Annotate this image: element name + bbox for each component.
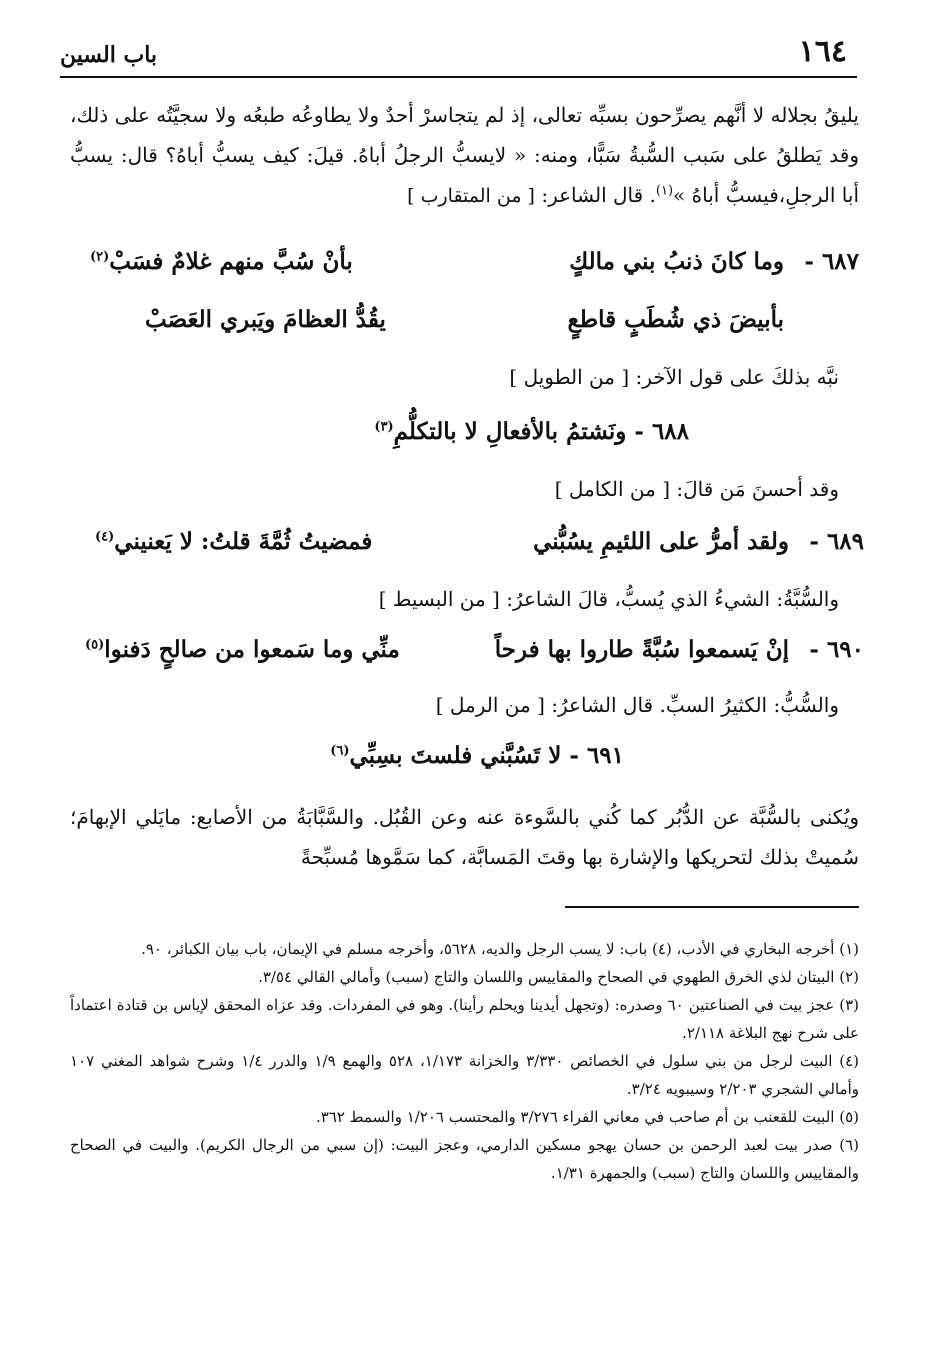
footnote-5 bbox=[70, 1103, 859, 1131]
footnote-text: عجز بيت في الصناعتين ٦٠ وصدره: (وتجهل أيدينا ويحلم رأينا). وهو في المفردات. وقد عزاه المحقق لإياس بن قتادة اعتماداً على شرح نهج البلاغة ٢/١١٨. bbox=[70, 996, 859, 1042]
text-line-3 bbox=[90, 587, 839, 611]
footnote-ref-3[interactable]: (٣) bbox=[374, 419, 394, 435]
footnote-text: صدر بيت لعبد الرحمن بن حسان يهجو مسكين الدارمي، وعجز البيت: (إن سبي من الرجال الكريم). والبيت في الصحاح والمقاييس واللسان والتاج (سبب) والجمهرة ١/٣١. bbox=[70, 1136, 859, 1182]
footnote-text: أخرجه البخاري في الأدب، (٤) باب: لا يسب الرجل والديه، ٥٦٢٨، وأخرجه مسلم في الإيمان، باب بيان الكبائر، ٩٠. bbox=[141, 940, 835, 958]
footnote-ref-2[interactable]: (٢) bbox=[90, 249, 110, 265]
meter-ramal: [ من الرمل ] bbox=[435, 693, 545, 717]
verse-number: ٦٩١ - bbox=[569, 742, 624, 769]
verse-first-hemistich: إنْ يَسمعوا سُبَّةً طاروا بها فرحاً bbox=[494, 636, 789, 663]
verse-text: ونَشتمُ بالأفعالِ لا بالتكلُّمِ bbox=[393, 418, 627, 445]
footnote-ref-5[interactable]: (٥) bbox=[85, 637, 105, 653]
footnote-1 bbox=[70, 935, 859, 963]
meter-basit: [ من البسيط ] bbox=[378, 587, 500, 611]
verse-second-hemistich bbox=[85, 636, 400, 663]
verse-line bbox=[330, 742, 624, 769]
page-number: ١٦٤ bbox=[798, 34, 847, 69]
paragraph-final: ويُكنى بالسُّبَّة عن الدُّبُر كما كُني بالسَّوءة عنه وعن القُبُل. والسَّبَّابَةُ من الأصابع: مايَلي الإبهامَ؛ سُميتْ بذلك لتحريكها والإشارة بها وقتَ المَسابَّة، كما سَمَّوها مُسبِّحةً bbox=[70, 805, 859, 869]
verse-number: ٦٩٠ - bbox=[809, 636, 864, 663]
footnotes bbox=[70, 935, 859, 1187]
chapter-title: باب السين bbox=[60, 42, 158, 68]
footnote-number: (٤) bbox=[839, 1052, 859, 1070]
footnote-text: البيتان لذي الخرق الطهوي في الصحاح والمقاييس واللسان والتاج (سبب) وأمالي القالي ٣/٥٤. bbox=[258, 968, 835, 986]
verse-687 bbox=[90, 248, 859, 292]
meter-tawil: [ من الطويل ] bbox=[509, 365, 630, 389]
footnote-3 bbox=[70, 991, 859, 1047]
verse-second-hemistich-text: فمضيتُ ثُمَّةَ قلتُ: لا يَعنيني bbox=[114, 528, 373, 555]
paragraph-1 bbox=[70, 95, 859, 235]
footnote-6 bbox=[70, 1131, 859, 1187]
verse-first-hemistich: وما كانَ ذنبُ بني مالكٍ bbox=[569, 248, 784, 275]
line-text: والسُّبَّةُ: الشيءُ الذي يُسبُّ، قالَ الشاعرُ: bbox=[499, 587, 839, 611]
verse-line bbox=[374, 418, 689, 445]
footnote-number: (٥) bbox=[839, 1108, 859, 1126]
footnote-number: (٢) bbox=[839, 968, 859, 986]
meter-kamil: [ من الكامل ] bbox=[554, 477, 670, 501]
text-line-1 bbox=[90, 365, 839, 389]
verse-second-hemistich bbox=[90, 248, 353, 275]
verse-text: لا تَسُبَّني فلستَ بسِبِّي bbox=[349, 742, 562, 769]
verse-691 bbox=[90, 742, 859, 786]
line-text: وقد أحسنَ مَن قالَ: bbox=[670, 477, 839, 501]
footnote-number: (٣) bbox=[839, 996, 859, 1014]
verse-number: ٦٨٧ - bbox=[804, 248, 859, 275]
footnote-2 bbox=[70, 963, 859, 991]
verse-second-hemistich-text: بأنْ سُبَّ منهم غلامٌ فسَبْ bbox=[109, 248, 353, 275]
verse-687-continuation bbox=[90, 306, 859, 350]
verse-690 bbox=[85, 636, 864, 680]
line-text: نبَّه بذلكَ على قول الآخر: bbox=[629, 365, 839, 389]
verse-first-hemistich: ولقد أمرُّ على اللئيمِ يسُبُّني bbox=[533, 528, 789, 555]
footnote-number: (٦) bbox=[839, 1136, 859, 1154]
verse-number: ٦٨٨ - bbox=[634, 418, 689, 445]
footnote-ref-4[interactable]: (٤) bbox=[95, 529, 115, 545]
footnote-text: البيت لرجل من بني سلول في الخصائص ٣/٣٣٠ والخزانة ١/١٧٣، ٥٢٨ والهمع ١/٩ والدرر ١/٤ وشرح شواهد المغني ١٠٧ وأمالي الشجري ٢/٢٠٣ وسيبويه ٣/٢٤. bbox=[70, 1052, 859, 1098]
verse-689 bbox=[95, 528, 864, 572]
verse-second-hemistich-text: منِّي وما سَمعوا من صالحٍ دَفنوا bbox=[104, 636, 400, 663]
text-line-4 bbox=[90, 693, 839, 717]
verse-second-hemistich: يقُدُّ العظامَ ويَبري العَصَبْ bbox=[145, 306, 386, 333]
header-rule bbox=[60, 76, 857, 78]
footnote-text: البيت للقعنب بن أم صاحب في معاني الفراء ٣/٢٧٦ والمحتسب ١/٢٠٦ والسمط ٣٦٢. bbox=[315, 1108, 835, 1126]
verse-688 bbox=[90, 418, 859, 462]
footnote-number: (١) bbox=[839, 940, 859, 958]
footnote-separator bbox=[565, 906, 859, 908]
line-text: والسُّبُّ: الكثيرُ السبِّ. قال الشاعرُ: bbox=[544, 693, 839, 717]
verse-second-hemistich bbox=[95, 528, 372, 555]
footnote-ref-6[interactable]: (٦) bbox=[330, 743, 350, 759]
text-line-2 bbox=[90, 477, 839, 501]
meter-mutaqarib: [ من المتقارب ] bbox=[407, 185, 535, 207]
page-header bbox=[60, 30, 857, 78]
verse-number: ٦٨٩ - bbox=[809, 528, 864, 555]
verse-first-hemistich: بأبيضَ ذي شُطَبٍ قاطعٍ bbox=[567, 306, 784, 333]
paragraph-1-text: يليقُ بجلاله لا أنَّهم يصرِّحون بسبِّه تعالى، إذ لم يتجاسرْ أحدٌ ولا يطاوعُه طبعُه ولا سجيَّتُه على ذلك، وقد يَطلقُ على سَبب السُّبةُ سَبًّا، ومنه: « لايسبُّ الرجلُ أباهُ. قيلَ: كيف يسبُّ أباهُ؟ قال: يسبُّ أبا الرجلِ،فيسبُّ أباهُ » bbox=[70, 103, 859, 207]
footnote-ref-1[interactable]: (١) bbox=[655, 183, 674, 199]
footnote-4 bbox=[70, 1047, 859, 1103]
paragraph-1-tail: . قال الشاعر: bbox=[534, 183, 656, 207]
